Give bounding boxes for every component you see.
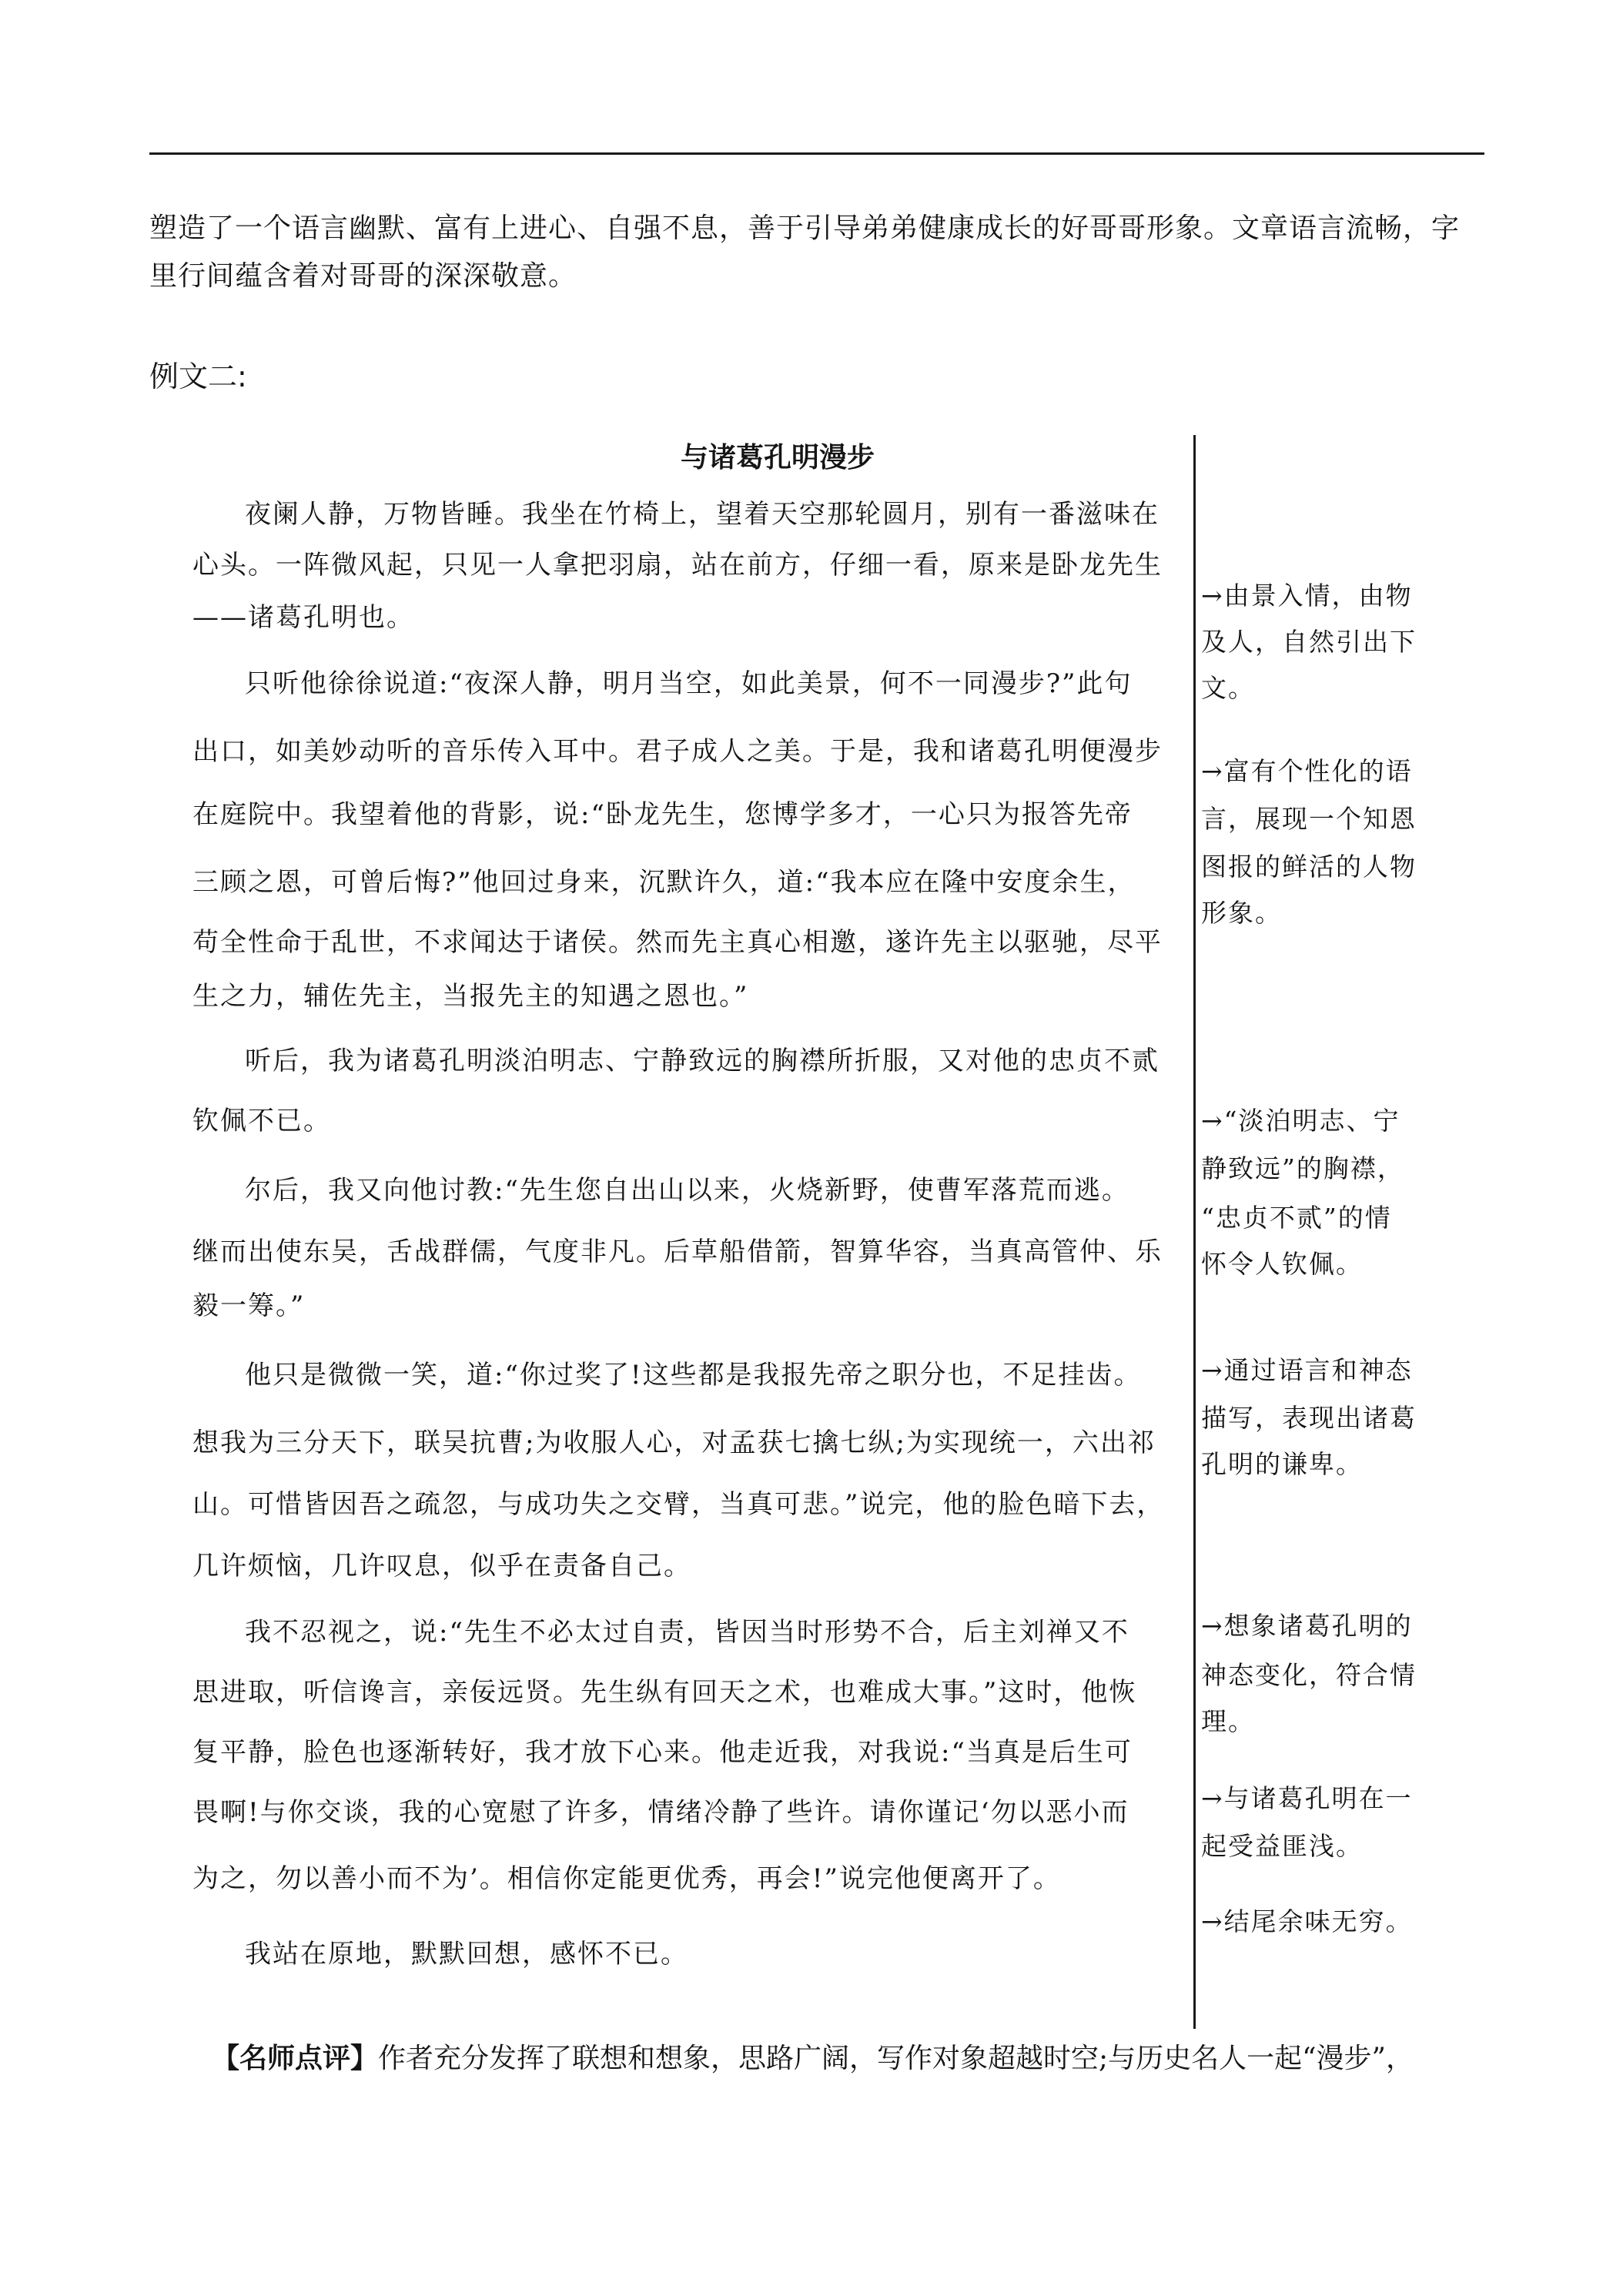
essay-line: ——诸葛孔明也。 [192,602,414,633]
essay-line: 夜阑人静，万物皆睡。我坐在竹椅上，望着天空那轮圆月，别有一番滋味在 [245,499,1160,530]
margin-note-line: 描写，表现出诸葛 [1201,1403,1417,1433]
margin-note-line: →“淡泊明志、宁 [1201,1106,1400,1136]
margin-note-line: →想象诸葛孔明的 [1201,1611,1413,1641]
essay-line: 尔后，我又向他讨教:“先生您自出山以来，火烧新野，使曹军落荒而逃。 [245,1175,1129,1206]
essay-line: 心头。一阵微风起，只见一人拿把羽扇，站在前方，仔细一看，原来是卧龙先生 [192,550,1163,581]
margin-note-line: 理。 [1201,1706,1255,1736]
essay-line: 毅一筹。” [192,1290,306,1321]
teacher-review [212,2037,1414,2076]
essay-line: 几许烦恼，几许叹息，似乎在责备自己。 [192,1551,691,1581]
essay-line: 我不忍视之，说:“先生不必太过自责，皆因当时形势不合，后主刘禅又不 [245,1617,1129,1648]
essay-line: 山。可惜皆因吾之疏忽，与成功失之交臂，当真可悲。”说完，他的脸色暗下去， [192,1489,1165,1520]
essay-line: 他只是微微一笑，道:“你过奖了!这些都是我报先帝之职分也，不足挂齿。 [245,1360,1142,1391]
margin-note-line: →与诸葛孔明在一 [1201,1783,1413,1813]
margin-note-line: 及人，自然引出下 [1201,627,1417,657]
margin-note-line: 静致远”的胸襟， [1201,1153,1404,1183]
essay-line: 三顾之恩，可曾后悔?”他回过身来，沉默许久，道:“我本应在隆中安度余生， [192,867,1136,898]
essay-line: 为之，勿以善小而不为’。相信你定能更优秀，再会!”说完他便离开了。 [192,1863,1061,1894]
essay-line: 生之力，辅佐先主，当报先主的知遇之恩也。” [192,981,749,1012]
margin-note-line: 言，展现一个知恩 [1201,804,1417,834]
intro-text-line: 里行间蕴含着对哥哥的深深敬意。 [149,260,577,292]
margin-note-line: 形象。 [1201,898,1282,928]
margin-note-line: 孔明的谦卑。 [1201,1449,1363,1479]
margin-note-line: →富有个性化的语 [1201,756,1413,786]
margin-note-line: 文。 [1201,673,1255,703]
essay-line: 复平静，脸色也逐渐转好，我才放下心来。他走近我，对我说:“当真是后生可 [192,1737,1133,1768]
essay-line: 苟全性命于乱世，不求闻达于诸侯。然而先主真心相邀，遂许先主以驱驰，尽平 [192,927,1163,958]
essay-line: 我站在原地，默默回想，感怀不已。 [245,1939,688,1970]
margin-note-line: →结尾余味无穷。 [1201,1906,1413,1936]
essay-line: 思进取，听信谗言，亲佞远贤。先生纵有回天之术，也难成大事。”这时，他恢 [192,1677,1137,1708]
essay-line: 出口，如美妙动听的音乐传入耳中。君子成人之美。于是，我和诸葛孔明便漫步 [192,736,1163,767]
margin-note-line: →通过语言和神态 [1201,1355,1413,1385]
review-label: 【名师点评】 [212,2043,379,2074]
section-label: 例文二: [149,360,247,393]
essay-line: 畏啊!与你交谈，我的心宽慰了许多，情绪冷静了些许。请你谨记‘勿以恶小而 [192,1797,1129,1828]
essay-line: 想我为三分天下，联吴抗曹;为收服人心，对孟获七擒七纵;为实现统一，六出祁 [192,1427,1156,1458]
margin-note-line: 起受益匪浅。 [1201,1831,1363,1861]
essay-line: 钦佩不已。 [192,1106,331,1136]
essay-line: 只听他徐徐说道:“夜深人静，明月当空，如此美景，何不一同漫步?”此句 [245,668,1133,699]
margin-note-line: 图报的鲜活的人物 [1201,852,1417,882]
annotation-divider [1193,435,1196,2029]
essay-line: 在庭院中。我望着他的背影，说:“卧龙先生，您博学多才，一心只为报答先帝 [192,799,1133,830]
essay-line: 继而出使东吴，舌战群儒，气度非凡。后草船借箭，智算华容，当真高管仲、乐 [192,1237,1163,1267]
margin-note-line: “忠贞不贰”的情 [1201,1203,1392,1233]
margin-note-line: 神态变化，符合情 [1201,1660,1417,1690]
essay-title: 与诸葛孔明漫步 [680,442,875,474]
margin-note-line: →由景入情，由物 [1201,581,1413,611]
essay-line: 听后，我为诸葛孔明淡泊明志、宁静致远的胸襟所折服，又对他的忠贞不贰 [245,1046,1160,1076]
review-text: 作者充分发挥了联想和想象，思路广阔，写作对象超越时空;与历史名人一起“漫步”， [378,2043,1414,2074]
header-rule [149,152,1484,155]
margin-note-line: 怀令人钦佩。 [1201,1249,1363,1279]
intro-text-line: 塑造了一个语言幽默、富有上进心、自强不息，善于引导弟弟健康成长的好哥哥形象。文章语言流畅，字 [149,213,1461,244]
